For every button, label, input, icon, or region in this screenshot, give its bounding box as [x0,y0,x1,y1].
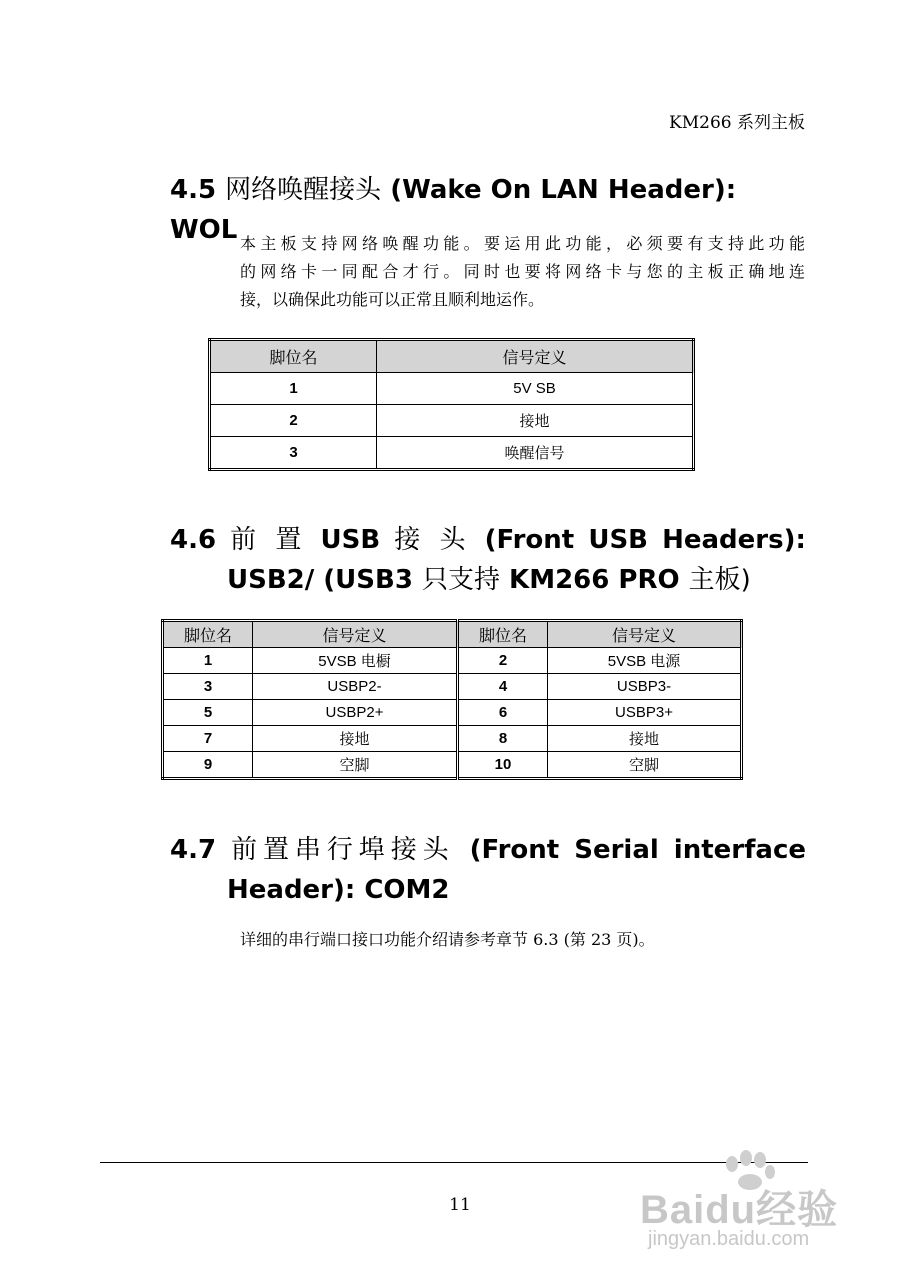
section-heading-serial [170,830,806,910]
pin-cell: 4 [458,674,548,700]
signal-cell: 接地 [377,405,694,437]
heading-line-2 [170,560,806,600]
table-header-row [163,621,742,648]
table-row [163,726,742,752]
pin-cell: 3 [163,674,253,700]
column-header-pin: 脚位名 [163,621,253,648]
heading-word: Headers): [662,525,806,555]
signal-cell: 接地 [548,726,742,752]
usb-pin-table [161,619,743,780]
wol-pin-table [208,338,695,471]
table-row [163,674,742,700]
section-title-en: (Wake On LAN Header): WOL [170,175,737,245]
pin-cell: 8 [458,726,548,752]
pin-cell: 1 [210,373,377,405]
table-row [210,373,694,405]
pin-cell: 10 [458,752,548,779]
table-row [163,648,742,674]
signal-cell: 接地 [253,726,458,752]
baidu-watermark [640,1150,890,1260]
paragraph-line: 的网络卡一同配合才行。同时也要将网络卡与您的主板正确地连 [240,262,805,281]
signal-cell: 空脚 [253,752,458,779]
signal-cell: 5V SB [377,373,694,405]
heading-word: 前 [230,525,262,555]
signal-cell: 唤醒信号 [377,437,694,470]
heading-word: Serial [574,835,659,865]
table-row [210,405,694,437]
pin-cell: 2 [458,648,548,674]
serial-description: 详细的串行端口接口功能介绍请参考章节 6.3 (第 23 页)。 [240,930,655,949]
paragraph-line: 本主板支持网络唤醒功能。要运用此功能，必须要有支持此功能 [240,234,805,253]
page-number: 11 [449,1195,471,1215]
pin-cell: 5 [163,700,253,726]
signal-cell: 5VSB 电橱 [253,648,458,674]
heading-line-1 [170,520,806,560]
table-header-row [210,340,694,373]
pin-cell: 2 [210,405,377,437]
pin-cell: 7 [163,726,253,752]
section-heading-usb [170,520,806,600]
signal-cell: 空脚 [548,752,742,779]
column-header-pin: 脚位名 [458,621,548,648]
heading-word: 前置串行埠接头 [231,835,455,865]
heading-word: 接 [394,525,426,555]
signal-cell: 5VSB 电源 [548,648,742,674]
signal-cell: USBP3+ [548,700,742,726]
heading-word: 头 [439,525,471,555]
pin-cell: 1 [163,648,253,674]
heading-line-1 [170,830,806,870]
section-number: 4.5 [170,175,217,205]
heading-text: USB2/ (USB3 [227,565,422,595]
wol-description [240,230,805,314]
column-header-signal: 信号定义 [548,621,742,648]
heading-word: interface [673,835,806,865]
column-header-signal: 信号定义 [253,621,458,648]
heading-word: (Front [469,835,560,865]
signal-cell: USBP2- [253,674,458,700]
heading-word: USB [320,525,381,555]
pin-cell: 3 [210,437,377,470]
heading-word: USB [588,525,648,555]
heading-line-2: Header): COM2 [227,875,450,905]
signal-cell: USBP3- [548,674,742,700]
section-number: 4.6 [170,525,217,555]
heading-text: KM266 PRO [500,565,689,595]
column-header-pin: 脚位名 [210,340,377,373]
table-row [163,700,742,726]
heading-word: 置 [275,525,307,555]
column-header-signal: 信号定义 [377,340,694,373]
section-number: 4.7 [170,835,217,865]
pin-cell: 6 [458,700,548,726]
table-row [210,437,694,470]
section-title-cjk: 网络唤醒接头 [225,175,382,205]
watermark-brand: Baidu经验 [640,1188,839,1232]
heading-text: 只支持 [421,565,500,595]
heading-word: (Front [484,525,575,555]
paragraph-line: 接，以确保此功能可以正常且顺利地运作。 [240,290,545,309]
pin-cell: 9 [163,752,253,779]
watermark-url: jingyan.baidu.com [648,1228,810,1250]
table-row [163,752,742,779]
heading-text: 主板) [688,565,751,595]
signal-cell: USBP2+ [253,700,458,726]
running-header: KM266 系列主板 [669,113,805,133]
